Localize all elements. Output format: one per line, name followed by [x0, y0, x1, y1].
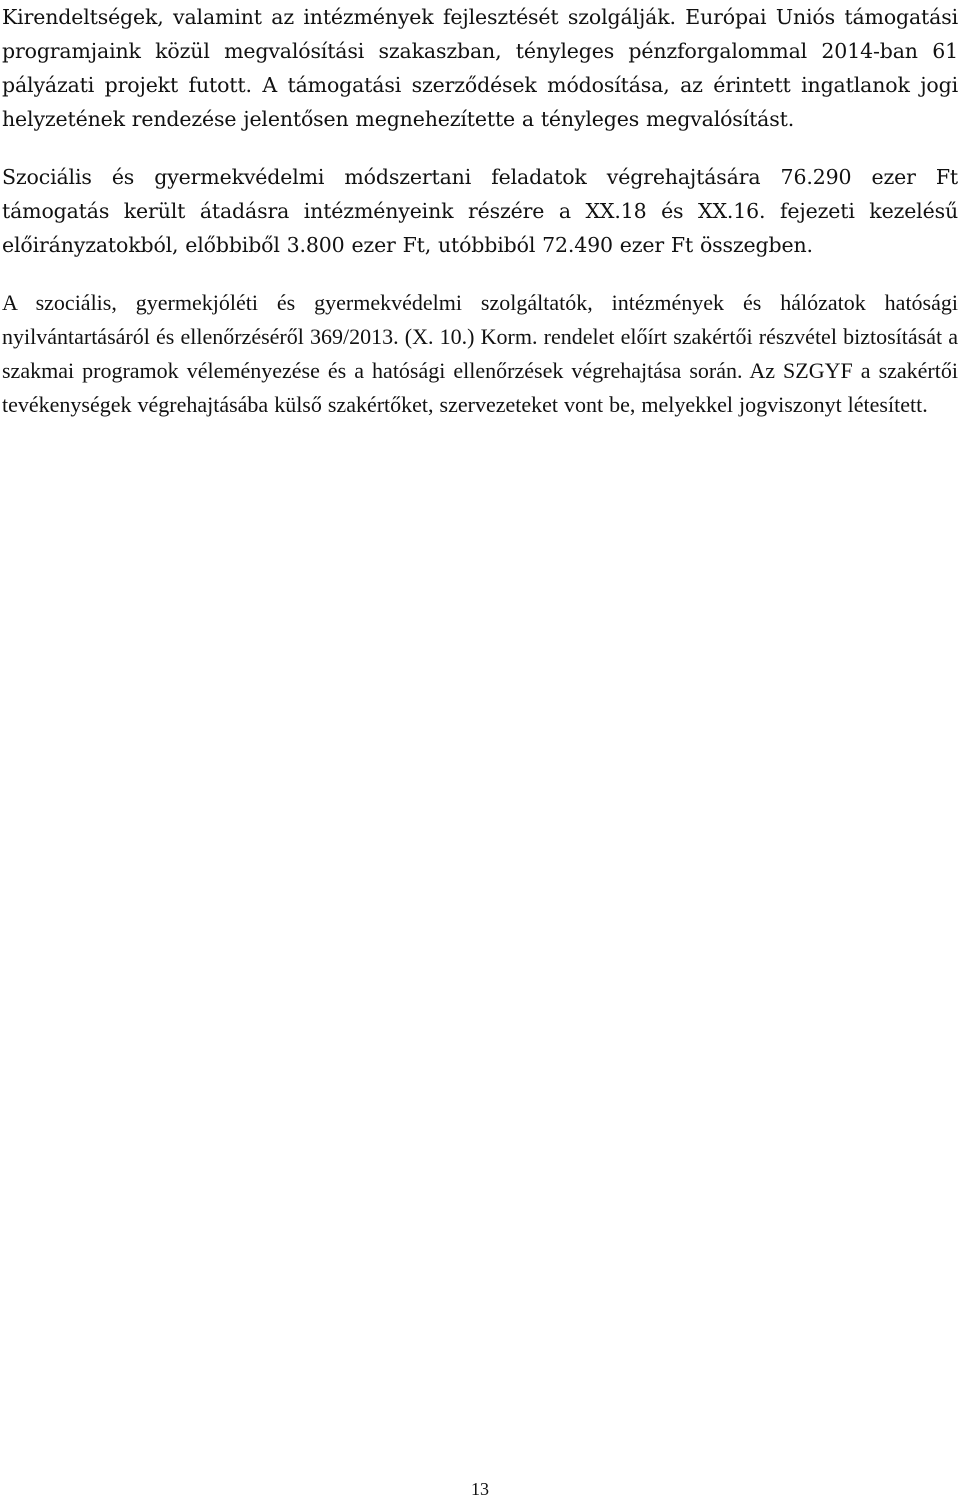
paragraph-eu-projects: Kirendeltségek, valamint az intézmények fejlesztését szolgálják. Európai Uniós támogatási programjaink közül megvalósítási szakaszban, tényleges pénzforgalommal 2014-ban 61 pályázati projekt futott. A támogatási szerződések módosítása, az érintett ingatlanok jogi helyzetének rendezése jelentősen megnehezítette a tényleges megvalósítást. — [2, 5, 958, 131]
page-number: 13 — [471, 1479, 489, 1499]
paragraph-methodology-funding: Szociális és gyermekvédelmi módszertani feladatok végrehajtására 76.290 ezer Ft támogatás került átadásra intézményeink részére a XX.18 és XX.16. fejezeti kezelésű előirányzatokból, előbbiből 3.800 ezer Ft, utóbbiból 72.490 ezer Ft összegben. — [2, 165, 958, 257]
paragraph-expert-participation: A szociális, gyermekjóléti és gyermekvédelmi szolgáltatók, intézmények és hálózatok hatósági nyilvántartásáról és ellenőrzéséről 369/2013. (X. 10.) Korm. rendelet előírt szakértői részvétel biztosítását a szakmai programok véleményezése és a hatósági ellenőrzések végrehajtása során. Az SZGYF a szakértői tevékenységek végrehajtásába külső szakértőket, szervezeteket vont be, melyekkel jogviszonyt létesített. — [2, 290, 958, 417]
document-page — [2, 0, 958, 422]
